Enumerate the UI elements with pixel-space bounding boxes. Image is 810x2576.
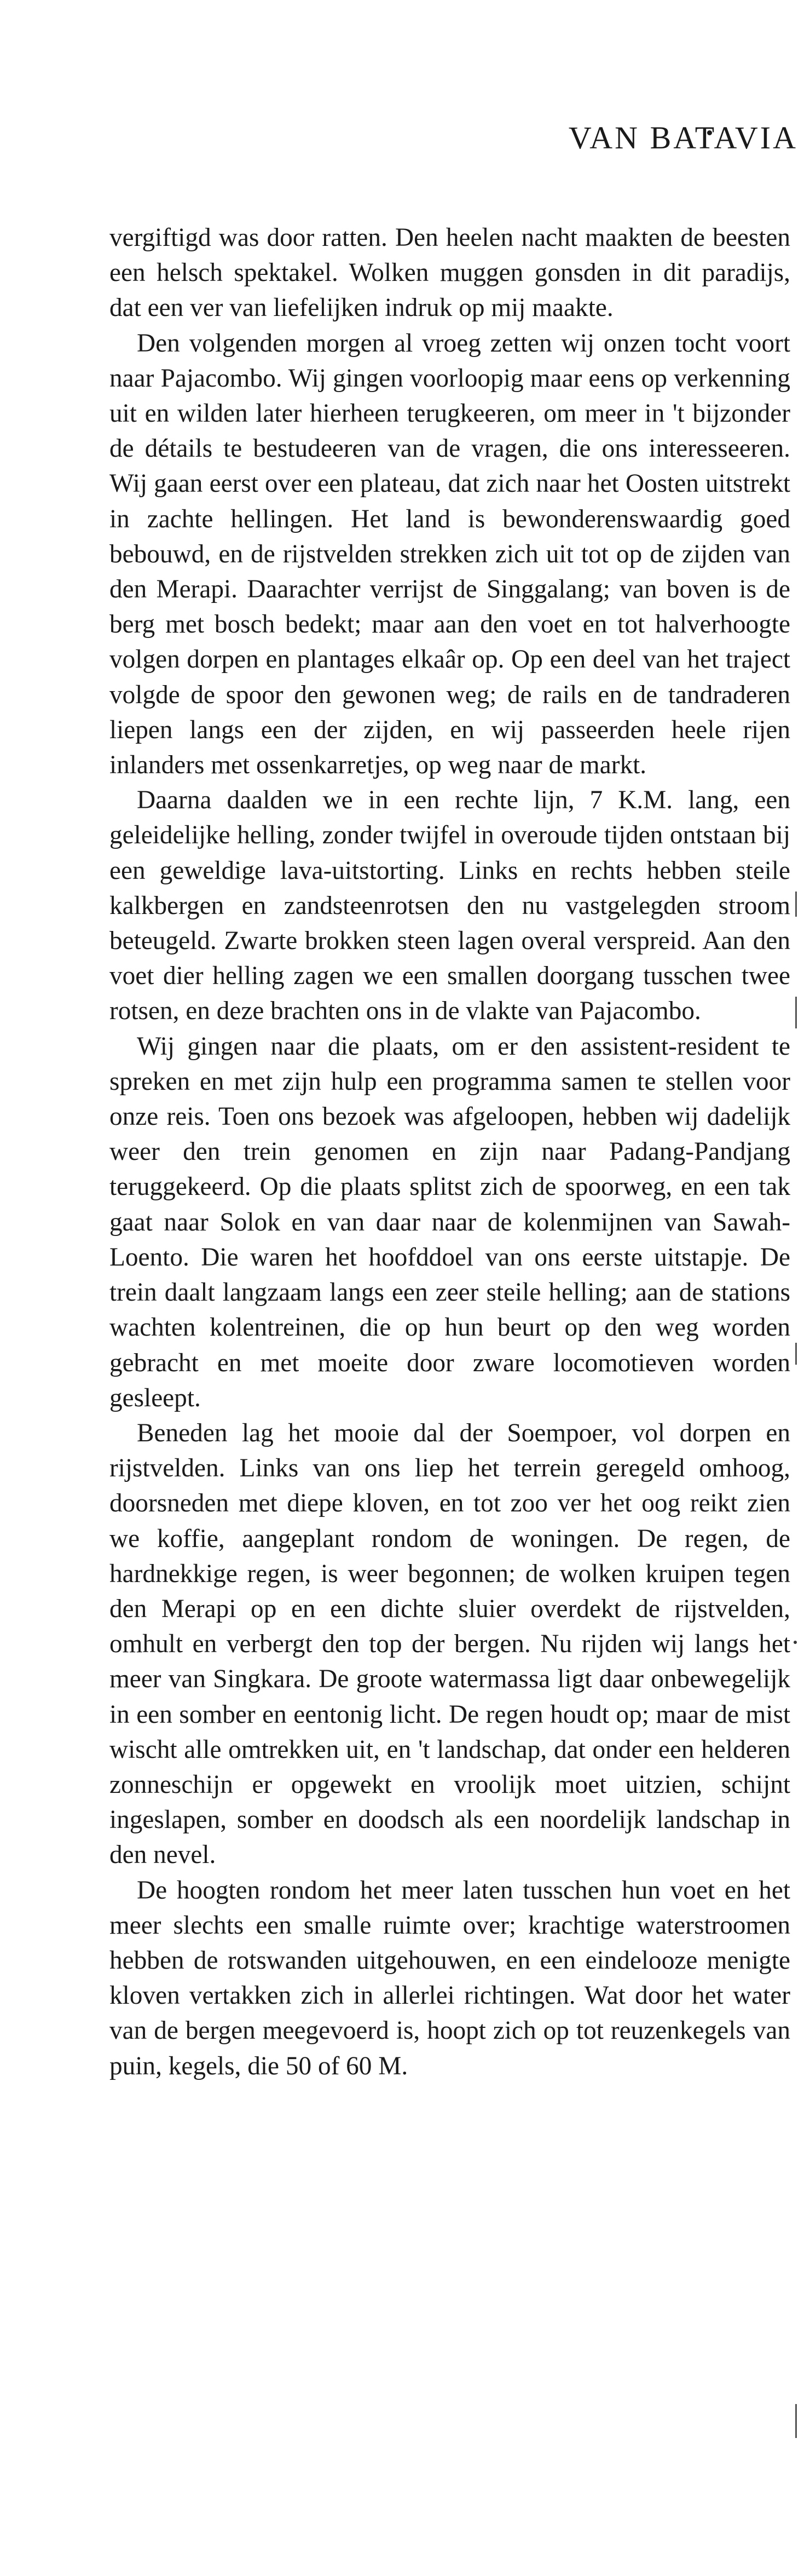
margin-line-mark [795,892,797,917]
paragraph-5: Beneden lag het mooie dal der Soempoer, vol dorpen en rijstvelden. Links van ons liep het terrein geregeld omhoog, doorsneden met diepe kloven, en tot zoo ver het oog reikt zien we koffie, aangeplant rondom de woningen. De regen, de hardnekkige regen, is weer begonnen; de wolken kruipen tegen den Merapi op en een dichte sluier overdekt de rijstvelden, omhult en verbergt den top der bergen. Nu rijden wij langs het meer van Singkara. De groote watermassa ligt daar onbewegelijk in een somber en eentonig licht. De regen houdt op; maar de mist wischt alle omtrekken uit, en 't landschap, dat onder een helderen zonneschijn er opgewekt en vroolijk moet uitzien, schijnt ingeslapen, somber en doodsch als een noordelijk landschap in den nevel. [109,1418,790,1870]
paragraph-1: vergiftigd was door ratten. Den heelen nacht maakten de beesten een helsch spektakel. Wolken muggen gonsden in dit paradijs, dat een ver van liefelijken indruk op mij maakte. [109,223,790,323]
paragraph-2: Den volgenden morgen al vroeg zetten wij onzen tocht voort naar Pajacombo. Wij gingen voorloopig maar eens op verkenning uit en wilden later hierheen terugkeeren, om meer in 't bijzonder de détails te bestudeeren van de vragen, die ons interesseeren. Wij gaan eerst over een plateau, dat zich naar het Oosten uitstrekt in zachte hellingen. Het land is bewonderenswaardig goed bebouwd, en de rijstvelden strekken zich uit tot op de zijden van den Merapi. Daarachter verrijst de Singgalang; van boven is de berg met bosch bedekt; maar aan den voet en tot halverhoogte volgen dorpen en plantages elkaâr op. Op een deel van het traject volgde de spoor den gewonen weg; de rails en de tandraderen liepen langs een der zijden, en wij passeerden heele rijen inlanders met ossenkarretjes, op weg naar de markt. [109,329,790,780]
margin-dot-mark [794,1641,797,1644]
paragraph-3: Daarna daalden we in een rechte lijn, 7 K.M. lang, een geleidelijke helling, zonder twijfel in overoude tijden ontstaan bij een geweldige lava-uitstorting. Links en rechts hebben steile kalkbergen en zandsteenrotsen den nu vastgelegden stroom beteugeld. Zwarte brokken steen lagen overal verspreid. Aan den voet dier helling zagen we een smallen doorgang tusschen twee rotsen, en deze brachten ons in de vlakte van Pajacombo. [109,786,790,1026]
margin-line-mark [795,1343,797,1365]
running-head: VAN BATAVIA [568,120,798,156]
body-text [109,220,790,2084]
paragraph-6: De hoogten rondom het meer laten tusschen hun voet en het meer slechts een smalle ruimte over; krachtige waterstroomen hebben de rotswanden uitgehouwen, en een eindelooze menigte kloven vertakken zich in allerlei richtingen. Wat door het water van de bergen meegevoerd is, hoopt zich op tot reuzenkegels van puin, kegels, die 50 of 60 M. [109,1876,790,2080]
margin-line-mark [795,997,797,1028]
paragraph-4: Wij gingen naar die plaats, om er den assistent-resident te spreken en met zijn hulp een programma samen te stellen voor onze reis. Toen ons bezoek was afgeloopen, hebben wij dadelijk weer den trein genomen en zijn naar Padang-Pandjang teruggekeerd. Op die plaats splitst zich de spoorweg, en een tak gaat naar Solok en van daar naar de kolenmijnen van Sawah-Loento. Die waren het hoofddoel van ons eerste uitstapje. De trein daalt langzaam langs een zeer steile helling; aan de stations wachten kolentreinen, die op hun beurt op den weg worden gebracht en met moeite door zware locomotieven worden gesleept. [109,1032,790,1412]
margin-line-mark [795,2404,797,2438]
